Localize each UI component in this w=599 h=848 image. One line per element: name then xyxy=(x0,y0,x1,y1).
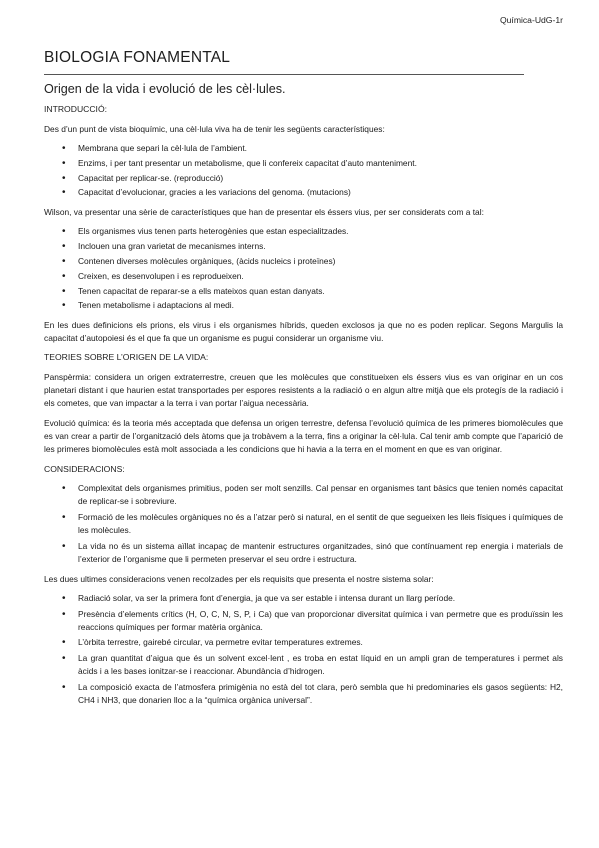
list-item: • Complexitat dels organismes primitius, poden ser molt senzills. Cal pensar en organismes tant bàsics que tenien només capacitat de replicar-se i sobreviure. xyxy=(78,482,563,509)
solar-system-list xyxy=(44,592,563,708)
intro-heading: INTRODUCCIÓ: xyxy=(44,104,108,114)
course-header: Química-UdG-1r xyxy=(499,15,563,25)
list-item: • Inclouen una gran varietat de mecanismes interns. xyxy=(78,240,563,253)
list-item: • La gran quantitat d’aigua que és un solvent excel·lent , es troba en estat líquid en un ampli gran de temperatures i permet als àcids i a les bases ionitzar-se i reaccionar. Abundància d’hidrogen. xyxy=(78,652,563,679)
intro-closing-paragraph: En les dues definicions els prions, els virus i els organismes híbrids, queden exclosos ja que no es poden replicar. Segons Margulis la capacitat d’autopoiesi és el que fa que un organisme es pugui considerar un organisme viu. xyxy=(44,319,563,343)
list-item: • La composició exacta de l’atmosfera primigènia no està del tot clara, però sembla que hi predominaries els gasos següents: H2, CH4 i NH3, que donarien lloc a la “química orgànica universal”. xyxy=(78,681,563,708)
list-item: • Els organismes vius tenen parts heterogènies que estan especialitzades. xyxy=(78,225,563,238)
document-body xyxy=(44,81,563,714)
document-title: BIOLOGIA FONAMENTAL xyxy=(44,49,231,66)
list-item: • Contenen diverses molècules orgàniques, (àcids nucleics i proteïnes) xyxy=(78,255,563,268)
title-divider xyxy=(44,74,524,75)
considerations-list xyxy=(44,482,563,566)
theories-heading: TEORIES SOBRE L’ORIGEN DE LA VIDA: xyxy=(44,352,209,363)
list-item: • Tenen capacitat de reparar-se a ells mateixos quan estan danyats. xyxy=(78,285,563,298)
considerations-heading: CONSIDERACIONS: xyxy=(44,463,125,474)
panspermia-paragraph: Panspèrmia: considera un origen extraterrestre, creuen que les molècules que constitueixen els éssers vius es van originar en un cos planetari distant i que haurien estat transportades per espores resistents a la radiació o en algun altre mitjà que els protegís de la radiació i els cometes, que van impactar a la terra i van portar l’aigua necessària. xyxy=(44,371,563,409)
characteristics-list xyxy=(44,142,563,200)
list-item: • Radiació solar, va ser la primera font d’energia, ja que va ser estable i intensa durant un llarg període. xyxy=(78,592,563,605)
wilson-paragraph: Wilson, va presentar una sèrie de característiques que han de presentar els éssers vius, per ser considerats com a tal: xyxy=(44,206,484,217)
list-item: • Membrana que separi la cèl·lula de l’ambient. xyxy=(78,142,563,155)
wilson-list xyxy=(44,225,563,313)
solar-system-lead-paragraph: Les dues ultimes consideracions venen recolzades per els requisits que presenta el nostre sistema solar: xyxy=(44,573,434,584)
list-item: • Capacitat per replicar-se. (reproducció) xyxy=(78,172,563,185)
list-item: • Presència d’elements crítics (H, O, C, N, S, P, i Ca) que van proporcionar diversitat química i van permetre que es produïssin les reaccions químiques per formar matèria orgànica. xyxy=(78,608,563,635)
intro-lead-paragraph: Des d’un punt de vista bioquímic, una cèl·lula viva ha de tenir les següents característiques: xyxy=(44,123,385,134)
list-item: • Creixen, es desenvolupen i es reprodueixen. xyxy=(78,270,563,283)
list-item: • Formació de les molècules orgàniques no és a l’atzar però si natural, en el sentit de que segueixen les lleis físiques i químiques de les molècules. xyxy=(78,511,563,538)
list-item: • Tenen metabolisme i adaptacions al medi. xyxy=(78,299,563,312)
list-item: • L’òrbita terrestre, gairebé circular, va permetre evitar temperatures extremes. xyxy=(78,636,563,649)
document-subtitle: Origen de la vida i evolució de les cèl·lules. xyxy=(44,82,286,96)
list-item: • Capacitat d’evolucionar, gracies a les variacions del genoma. (mutacions) xyxy=(78,186,563,199)
chemical-evolution-paragraph: Evolució química: és la teoria més acceptada que defensa un origen terrestre, defensa l’evolució química de les primeres biomolècules que es van crear a partir de l’organització dels àtoms que ja trobàvem a la terra, fins a originar la cèl·lula. Cal tenir amb compte que l’aparició de les primeres biomolècules està molt associada a les condicions que hi havia a la terra en el moment en que es van originar. xyxy=(44,417,563,455)
list-item: • La vida no és un sistema aïllat incapaç de mantenir estructures organitzades, sinó que contínuament rep energia i materials de l’exterior de l’organisme que li permeten preservar el seu ordre i estructura. xyxy=(78,540,563,567)
list-item: • Enzims, i per tant presentar un metabolisme, que li confereix capacitat d’auto manteniment. xyxy=(78,157,563,170)
